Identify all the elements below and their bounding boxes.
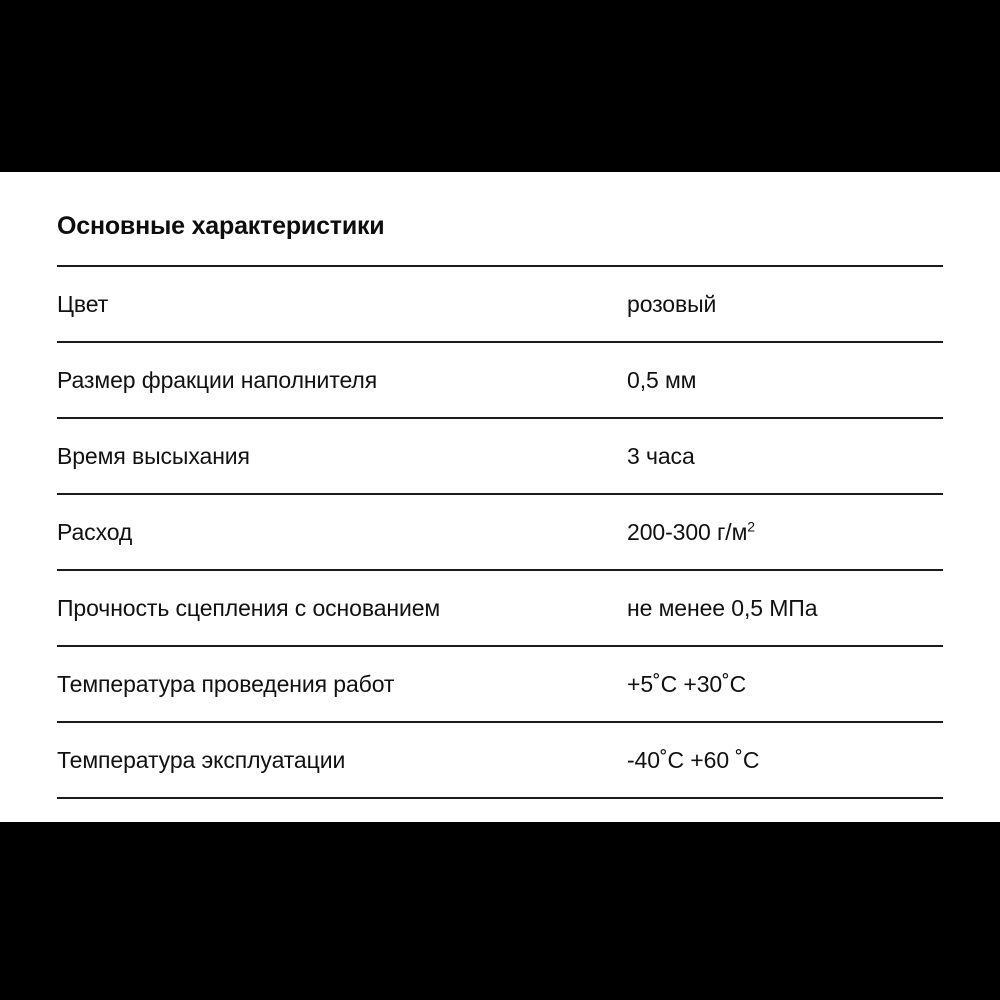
specifications-table — [57, 265, 943, 799]
table-row — [57, 418, 943, 494]
row-value-text: розовый — [627, 290, 717, 317]
table-row — [57, 342, 943, 418]
row-value — [627, 342, 943, 418]
table-row — [57, 266, 943, 342]
top-black-band — [0, 0, 1000, 172]
row-value — [627, 494, 943, 570]
row-value — [627, 570, 943, 646]
row-value-superscript: 2 — [747, 517, 755, 534]
row-value — [627, 722, 943, 798]
row-label: Цвет — [57, 266, 627, 342]
row-label: Температура эксплуатации — [57, 722, 627, 798]
table-row — [57, 494, 943, 570]
table-row — [57, 646, 943, 722]
row-value — [627, 418, 943, 494]
spec-sheet — [0, 172, 1000, 822]
row-value-text: не менее 0,5 МПа — [627, 594, 818, 621]
row-value-text: -40˚C +60 ˚C — [627, 746, 760, 773]
row-label: Прочность сцепления с основанием — [57, 570, 627, 646]
row-label: Температура проведения работ — [57, 646, 627, 722]
row-value-text: 0,5 мм — [627, 366, 697, 393]
row-value-text: 200-300 г/м — [627, 518, 748, 545]
row-label: Расход — [57, 494, 627, 570]
specifications-table-body — [57, 266, 943, 798]
table-row — [57, 722, 943, 798]
page-title: Основные характеристики — [57, 212, 385, 240]
row-value-text: +5˚C +30˚C — [627, 670, 747, 697]
bottom-black-band — [0, 822, 1000, 1000]
row-value — [627, 646, 943, 722]
row-value-text: 3 часа — [627, 442, 695, 469]
table-row — [57, 570, 943, 646]
row-value — [627, 266, 943, 342]
row-label: Время высыхания — [57, 418, 627, 494]
row-label: Размер фракции наполнителя — [57, 342, 627, 418]
